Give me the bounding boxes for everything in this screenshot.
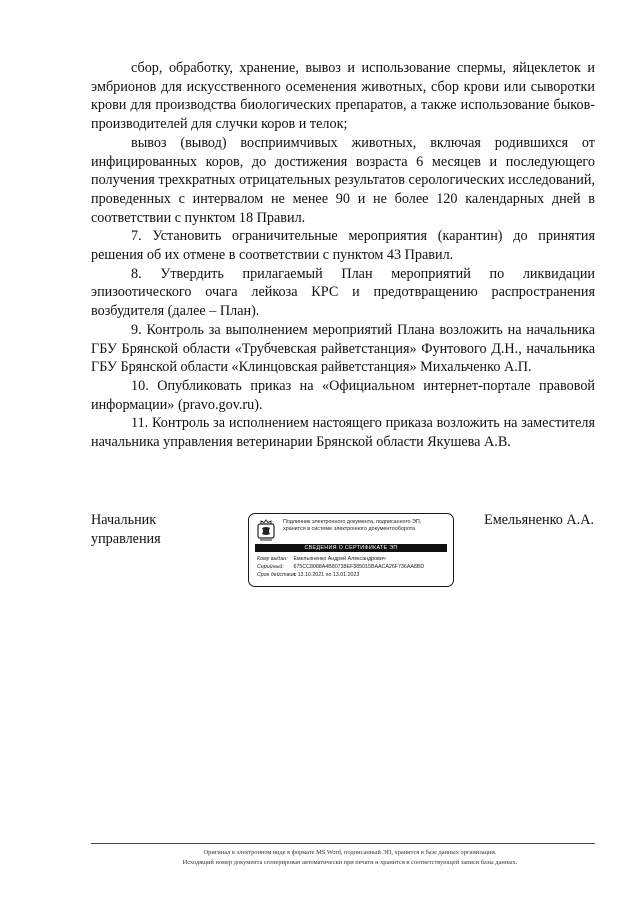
paragraph-item-11: 11. Контроль за исполнением настоящего приказа возложить на заместителя начальника управления ветеринарии Брянской области Якушева А.В.: [91, 415, 595, 451]
paragraph-collection: сбор, обработку, хранение, вывоз и использование спермы, яйцеклеток и эмбрионов для искусственного осеменения животных, сбор крови или сыворотки крови для производства биологических препаратов, а также использование быков-производителей для случки коров и телок;: [91, 60, 595, 133]
serial-value: 675CC8088A4B80738EF385015BAACA26F736AA8BD: [293, 564, 425, 570]
signatory-position: [91, 511, 241, 548]
signatory-position-line-2: управления: [91, 530, 161, 547]
paragraph-item-8: 8. Утвердить прилагаемый План мероприятий по ликвидации эпизоотического очага лейкоза КРС и предотвращению распространения возбудителя (далее – План).: [91, 265, 595, 320]
footer-line-2: Исходящий номер документа сгенерирован автоматически при печати и хранится в соответствующей записи базы данных.: [182, 858, 518, 866]
coat-of-arms-icon: [255, 518, 277, 542]
serial-row: [257, 564, 424, 571]
validity-value: с 13.10.2021 по 13.01.2023: [293, 572, 360, 578]
paragraph-item-10: 10. Опубликовать приказ на «Официальном интернет-портале правовой информации» (pravo.gov.ru).: [91, 377, 595, 413]
stamp-notice-line-1: Подлинник электронного документа, подписанного ЭП,: [283, 519, 422, 525]
issued-to-value: Емельяненко Андрей Александрович: [293, 556, 386, 562]
electronic-signature-stamp: [248, 513, 454, 587]
stamp-notice: [283, 519, 451, 532]
certificate-header: СВЕДЕНИЯ О СЕРТИФИКАТЕ ЭП: [255, 544, 447, 552]
signatory-name: Емельяненко А.А.: [484, 512, 594, 528]
validity-label: Срок действия:: [257, 572, 297, 578]
footer-divider: [91, 843, 595, 844]
issued-to-row: [257, 556, 386, 563]
paragraph-item-9: 9. Контроль за выполнением мероприятий Плана возложить на начальника ГБУ Брянской области «Трубчевская райветстанция» Фунтового Д.Н., начальника ГБУ Брянской области «Клинцовская райветстанция» Михальченко А.П.: [91, 321, 595, 376]
signatory-position-line-1: Начальник: [91, 512, 157, 528]
stamp-notice-line-2: хранится в системе электронного документооборота: [283, 525, 416, 532]
serial-label: Серийный:: [257, 564, 284, 570]
validity-row: [257, 572, 359, 579]
paragraph-item-7: 7. Установить ограничительные мероприятия (карантин) до принятия решения об их отмене в соответствии с пунктом 43 Правил.: [91, 228, 595, 264]
document-body: [91, 59, 595, 452]
paragraph-export-animals: вывоз (вывод) восприимчивых животных, включая родившихся от инфицированных коров, до достижения возраста 6 месяцев и последующего получения трехкратных отрицательных результатов серологических исследований, проведенных с интервалом не менее 90 и не более 120 календарных дней в соответствии с пунктом 18 Правил.: [91, 134, 595, 226]
footer-line-1: Оригинал в электронном виде в формате MS Word, подписанный ЭП, хранится в базе данных организации.: [203, 849, 497, 856]
page-footer: [60, 848, 640, 867]
issued-to-label: Кому выдан:: [257, 556, 288, 562]
